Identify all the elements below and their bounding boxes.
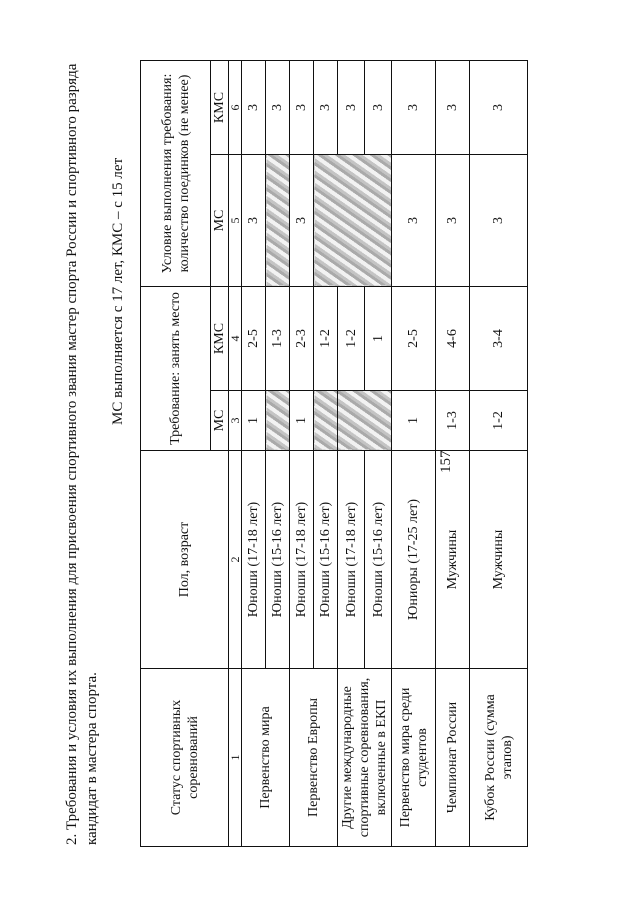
header-status: Статус спортивных соревнований xyxy=(141,669,229,847)
status-cell: Чемпионат России xyxy=(436,669,470,847)
place-kms-cell: 2-3 xyxy=(290,287,314,391)
place-ms-cell: 1 xyxy=(392,391,436,451)
table-row xyxy=(436,60,470,846)
bouts-ms-cell: 3 xyxy=(436,155,470,287)
column-number: 4 xyxy=(229,287,242,391)
table-row xyxy=(290,60,314,846)
column-number: 1 xyxy=(229,669,242,847)
status-cell: Первенство мира xyxy=(242,669,290,847)
header-place-kms: КМС xyxy=(211,287,229,391)
header-condition: Условие выполнения требования: количество поединков (не менее) xyxy=(141,60,211,286)
place-ms-cell: 1 xyxy=(290,391,314,451)
place-ms-cell: 1 xyxy=(242,391,266,451)
requirements-table xyxy=(140,60,528,847)
place-kms-cell: 1-2 xyxy=(314,287,338,391)
place-kms-cell: 3-4 xyxy=(470,287,528,391)
gender-age-cell: Юниоры (17-25 лет) xyxy=(392,451,436,669)
status-cell: Другие международные спортивные соревнования, включенные в ЕКП xyxy=(338,669,392,847)
header-bouts-kms: КМС xyxy=(211,60,229,154)
status-cell: Первенство Европы xyxy=(290,669,338,847)
page-number: 157 xyxy=(438,450,454,473)
bouts-kms-cell: 3 xyxy=(266,60,290,154)
place-kms-cell: 4-6 xyxy=(436,287,470,391)
header-place-ms: МС xyxy=(211,391,229,451)
column-number: 5 xyxy=(229,155,242,287)
bouts-kms-cell: 3 xyxy=(290,60,314,154)
place-kms-cell: 2-5 xyxy=(242,287,266,391)
gender-age-cell: Юноши (15-16 лет) xyxy=(314,451,338,669)
hatched-cell xyxy=(314,391,338,451)
bouts-ms-cell: 3 xyxy=(470,155,528,287)
section-heading: 2. Требования и условия их выполнения для присвоения спортивного звания мастер спорта России и спортивного разряда кандидат в мастера спорта. xyxy=(64,63,100,845)
bouts-kms-cell: 3 xyxy=(242,60,266,154)
place-ms-cell: 1-3 xyxy=(436,391,470,451)
hatched-cell xyxy=(266,155,290,287)
column-number: 2 xyxy=(229,451,242,669)
gender-age-cell: Юноши (17-18 лет) xyxy=(338,451,365,669)
header-gender-age: Пол, возраст xyxy=(141,451,229,669)
place-kms-cell: 1-3 xyxy=(266,287,290,391)
bouts-ms-cell: 3 xyxy=(290,155,314,287)
table-row xyxy=(242,60,266,846)
age-note: МС выполняется с 17 лет, КМС – с 15 лет xyxy=(110,157,126,425)
bouts-kms-cell: 3 xyxy=(314,60,338,154)
gender-age-cell: Юноши (15-16 лет) xyxy=(266,451,290,669)
gender-age-cell: Юноши (17-18 лет) xyxy=(242,451,266,669)
place-kms-cell: 1 xyxy=(365,287,392,391)
header-bouts-ms: МС xyxy=(211,155,229,287)
column-number: 6 xyxy=(229,60,242,154)
hatched-cell xyxy=(314,155,392,287)
bouts-ms-cell: 3 xyxy=(242,155,266,287)
gender-age-cell: Мужчины xyxy=(470,451,528,669)
hatched-cell xyxy=(338,391,392,451)
header-requirement: Требование: занять место xyxy=(141,287,211,451)
place-kms-cell: 2-5 xyxy=(392,287,436,391)
status-cell: Первенство мира среди студентов xyxy=(392,669,436,847)
gender-age-cell: Юноши (17-18 лет) xyxy=(290,451,314,669)
table-row xyxy=(470,60,528,846)
gender-age-cell: Мужчины xyxy=(436,451,470,669)
column-number: 3 xyxy=(229,391,242,451)
table-row xyxy=(392,60,436,846)
bouts-kms-cell: 3 xyxy=(436,60,470,154)
gender-age-cell: Юноши (15-16 лет) xyxy=(365,451,392,669)
bouts-kms-cell: 3 xyxy=(392,60,436,154)
bouts-kms-cell: 3 xyxy=(338,60,365,154)
bouts-kms-cell: 3 xyxy=(470,60,528,154)
hatched-cell xyxy=(266,391,290,451)
status-cell: Кубок России (сумма этапов) xyxy=(470,669,528,847)
bouts-ms-cell: 3 xyxy=(392,155,436,287)
bouts-kms-cell: 3 xyxy=(365,60,392,154)
place-kms-cell: 1-2 xyxy=(338,287,365,391)
place-ms-cell: 1-2 xyxy=(470,391,528,451)
